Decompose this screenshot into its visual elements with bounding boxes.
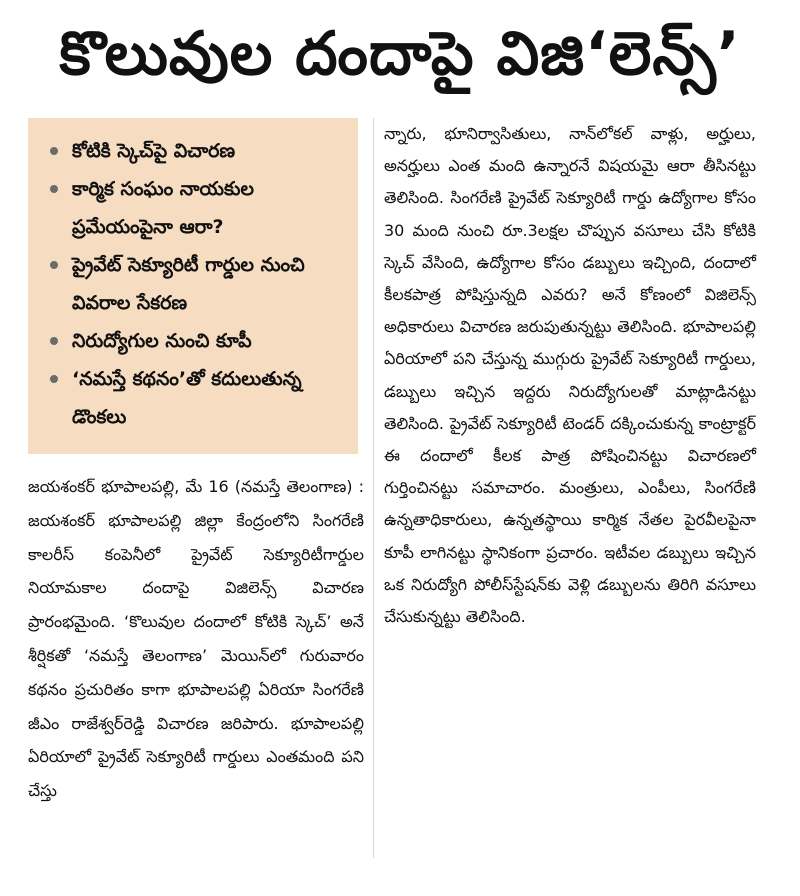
headline: కొలువుల దందాపై విజి‘లెన్స్‌’ — [59, 19, 741, 89]
highlight-text: కార్మిక సంఘం నాయకుల ప్రమేయంపైనా ఆరా? — [72, 178, 254, 238]
bullet-icon — [50, 337, 58, 345]
highlight-text: ప్రైవేట్‌ సెక్యూరిటీ గార్డుల నుంచి వివరాల సేకరణ — [72, 254, 305, 314]
bullet-icon — [50, 147, 58, 155]
highlights-list — [50, 132, 348, 436]
highlight-item — [50, 322, 348, 360]
highlight-text: నిరుద్యోగుల నుంచి కూపీ — [72, 330, 252, 352]
bullet-icon — [50, 261, 58, 269]
highlight-item — [50, 170, 348, 246]
highlight-text: కోటికి స్కెచ్‌పై విచారణ — [72, 140, 236, 162]
highlight-item — [50, 246, 348, 322]
highlight-text: ‘నమస్తే కథనం’తో కదులుతున్న డొంకలు — [72, 368, 302, 428]
body-text-right: న్నారు, భూనిర్వాసితులు, నాన్‌లోకల్‌ వాళ్లు, అర్హులు, అనర్హులు ఎంత మంది ఉన్నారనే విషయమై ఆరా తీసినట్టు తెలిసింది. సింగరేణి ప్రైవేట్‌ సెక్యూరిటీ గార్డు ఉద్యోగాల కోసం 30 మంది నుంచి రూ.3లక్షల చొప్పున వసూలు చేసి కోటికి స్కెచ్‌ వేసింది, ఉద్యోగాల కోసం డబ్బులు ఇచ్చింది, దందాలో కీలకపాత్ర పోషిస్తున్నది ఎవరు? అనే కోణంలో విజిలెన్స్‌ అధికారులు విచారణ జరుపుతున్నట్టు తెలిసింది. భూపాలపల్లి ఏరియాలో పని చేస్తున్న ముగ్గురు ప్రైవేట్‌ సెక్యూరిటీ గార్డులు, డబ్బులు ఇచ్చిన ఇద్దరు నిరుద్యోగులతో మాట్లాడినట్టు తెలిసింది. ప్రైవేట్‌ సెక్యూరిటీ టెండర్‌ దక్కించుకున్న కాంట్రాక్టర్‌ ఈ దందాలో కీలక పాత్ర పోషించినట్టు విచారణలో గుర్తించినట్టు సమాచారం. మంత్రులు, ఎంపీలు, సింగరేణి ఉన్నతాధికారులు, ఉన్నతస్థాయి కార్మిక నేతల పైరవీలపైనా కూపీ లాగినట్టు స్థానికంగా ప్రచారం. ఇటీవల డబ్బులు ఇచ్చిన ఒక నిరుద్యోగి పోలీస్‌స్టేషన్‌కు వెళ్లి డబ్బులను తిరిగి వసూలు చేసుకున్నట్టు తెలిసింది. — [384, 124, 756, 627]
body-text-left: జయశంకర్‌ భూపాలపల్లి, మే 16 (నమస్తే తెలంగాణ) : జయశంకర్‌ భూపాలపల్లి జిల్లా కేంద్రంలోని సింగరేణి కాలరీస్‌ కంపెనీలో ప్రైవేట్‌ సెక్యూరిటీగార్డుల నియామకాల దందాపై విజిలెన్స్‌ విచారణ ప్రారంభమైంది. ‘కొలువుల దందాలో కోటికి స్కెచ్‌’ అనే శీర్షికతో ‘నమస్తే తెలంగాణ’ మెయిన్‌లో గురువారం కథనం ప్రచురితం కాగా భూపాలపల్లి ఏరియా సింగరేణి జీఎం రాజేశ్వర్‌రెడ్డి విచారణ జరిపారు. భూపాలపల్లి ఏరియాలో ప్రైవేట్‌ సెక్యూరిటీ గార్డులు ఎంతమంది పని చేస్తు — [28, 477, 364, 801]
body-column-left — [28, 470, 364, 808]
body-column-right — [384, 118, 756, 633]
bullet-icon — [50, 185, 58, 193]
column-divider — [373, 118, 374, 858]
bullet-icon — [50, 375, 58, 383]
highlight-item — [50, 132, 348, 170]
highlights-box — [28, 118, 358, 454]
highlight-item — [50, 360, 348, 436]
